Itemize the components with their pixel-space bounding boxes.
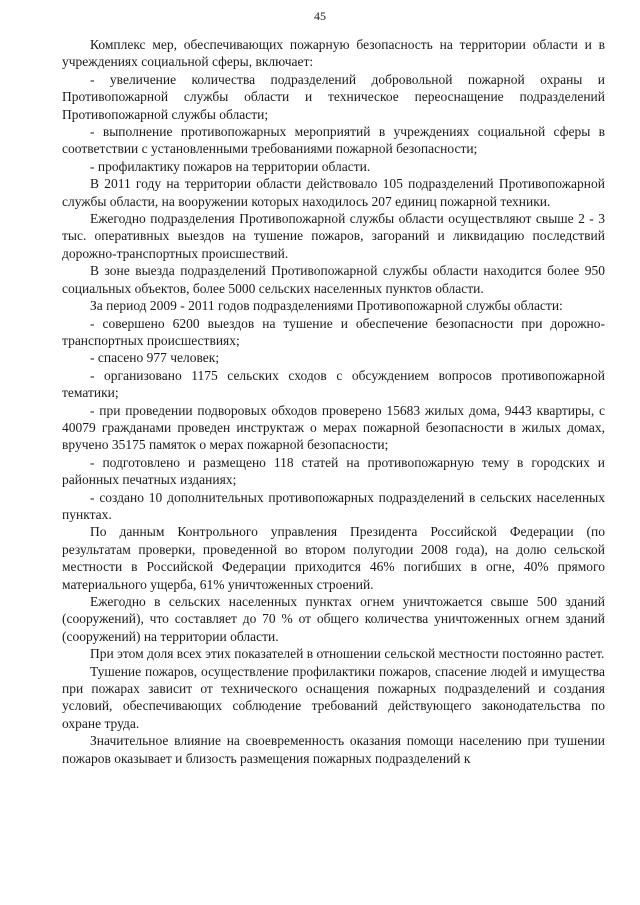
list-item: - при проведении подворовых обходов проверено 15683 жилых дома, 9443 квартиры, с 40079 гражданами проведен инструктаж о мерах пожарной безопасности в жилых домах, вручено 35175 памяток о мерах пожарной безопасности;: [62, 402, 605, 453]
list-item: - спасено 977 человек;: [90, 350, 220, 366]
list-item: - совершено 6200 выездов на тушение и обеспечение безопасности при дорожно-транспортных происшествиях;: [62, 315, 605, 348]
paragraph: За период 2009 - 2011 годов подразделениями Противопожарной службы области:: [90, 298, 563, 314]
list-item: - организовано 1175 сельских сходов с обсуждением вопросов противопожарной тематики;: [62, 367, 605, 401]
list-item: - профилактику пожаров на территории области.: [90, 158, 371, 174]
paragraph: В 2011 году на территории области действовало 105 подразделений Противопожарной службы области, на вооружении которых находилось 207 единиц пожарной техники.: [62, 176, 605, 209]
paragraph: Ежегодно в сельских населенных пунктах огнем уничтожается свыше 500 зданий (сооружений), что составляет до 70 % от общего количества уничтоженных огнем зданий (сооружений) на территории области.: [62, 594, 605, 644]
paragraph-intro: Комплекс мер, обеспечивающих пожарную безопасность на территории области и в учреждениях социальной сферы, включает:: [62, 37, 605, 70]
paragraph: По данным Контрольного управления Президента Российской Федерации (по результатам проверки, проведенной во втором полугодии 2008 года), на долю сельской местности в Российской Федерации приходится 46% погибших в огне, 40% прямого материального ущерба, 61% уничтоженных строений.: [62, 524, 605, 592]
paragraph: Ежегодно подразделения Противопожарной службы области осуществляют свыше 2 - 3 тыс. оперативных выездов на тушение пожаров, загораний и ликвидацию последствий дорожно-транспортных происшествий.: [62, 211, 605, 261]
list-item: - увеличение количества подразделений добровольной пожарной охраны и Противопожарной службы области и техническое переоснащение подразделений Противопожарной службы области;: [62, 71, 605, 122]
paragraph: Тушение пожаров, осуществление профилактики пожаров, спасение людей и имущества при пожарах зависит от технического оснащения пожарных подразделений и создания условий, обеспечивающих соблюдение требований действующего законодательства по охране труда.: [62, 663, 605, 731]
document-body: [62, 36, 605, 767]
paragraph: Значительное влияние на своевременность оказания помощи населению при тушении пожаров оказывает и близость размещения пожарных подразделений к: [62, 733, 605, 766]
list-item: - создано 10 дополнительных противопожарных подразделений в сельских населенных пунктах.: [62, 489, 605, 522]
list-item: - выполнение противопожарных мероприятий в учреждениях социальной сферы в соответствии с установленными требованиями пожарной безопасности;: [62, 124, 605, 157]
paragraph: При этом доля всех этих показателей в отношении сельской местности постоянно растет.: [90, 646, 605, 662]
paragraph: В зоне выезда подразделений Противопожарной службы области находится более 950 социальных объектов, более 5000 сельских населенных пунктов области.: [62, 263, 605, 296]
list-item: - подготовлено и размещено 118 статей на противопожарную тему в городских и районных печатных изданиях;: [62, 454, 605, 488]
page-number: 45: [314, 9, 326, 23]
